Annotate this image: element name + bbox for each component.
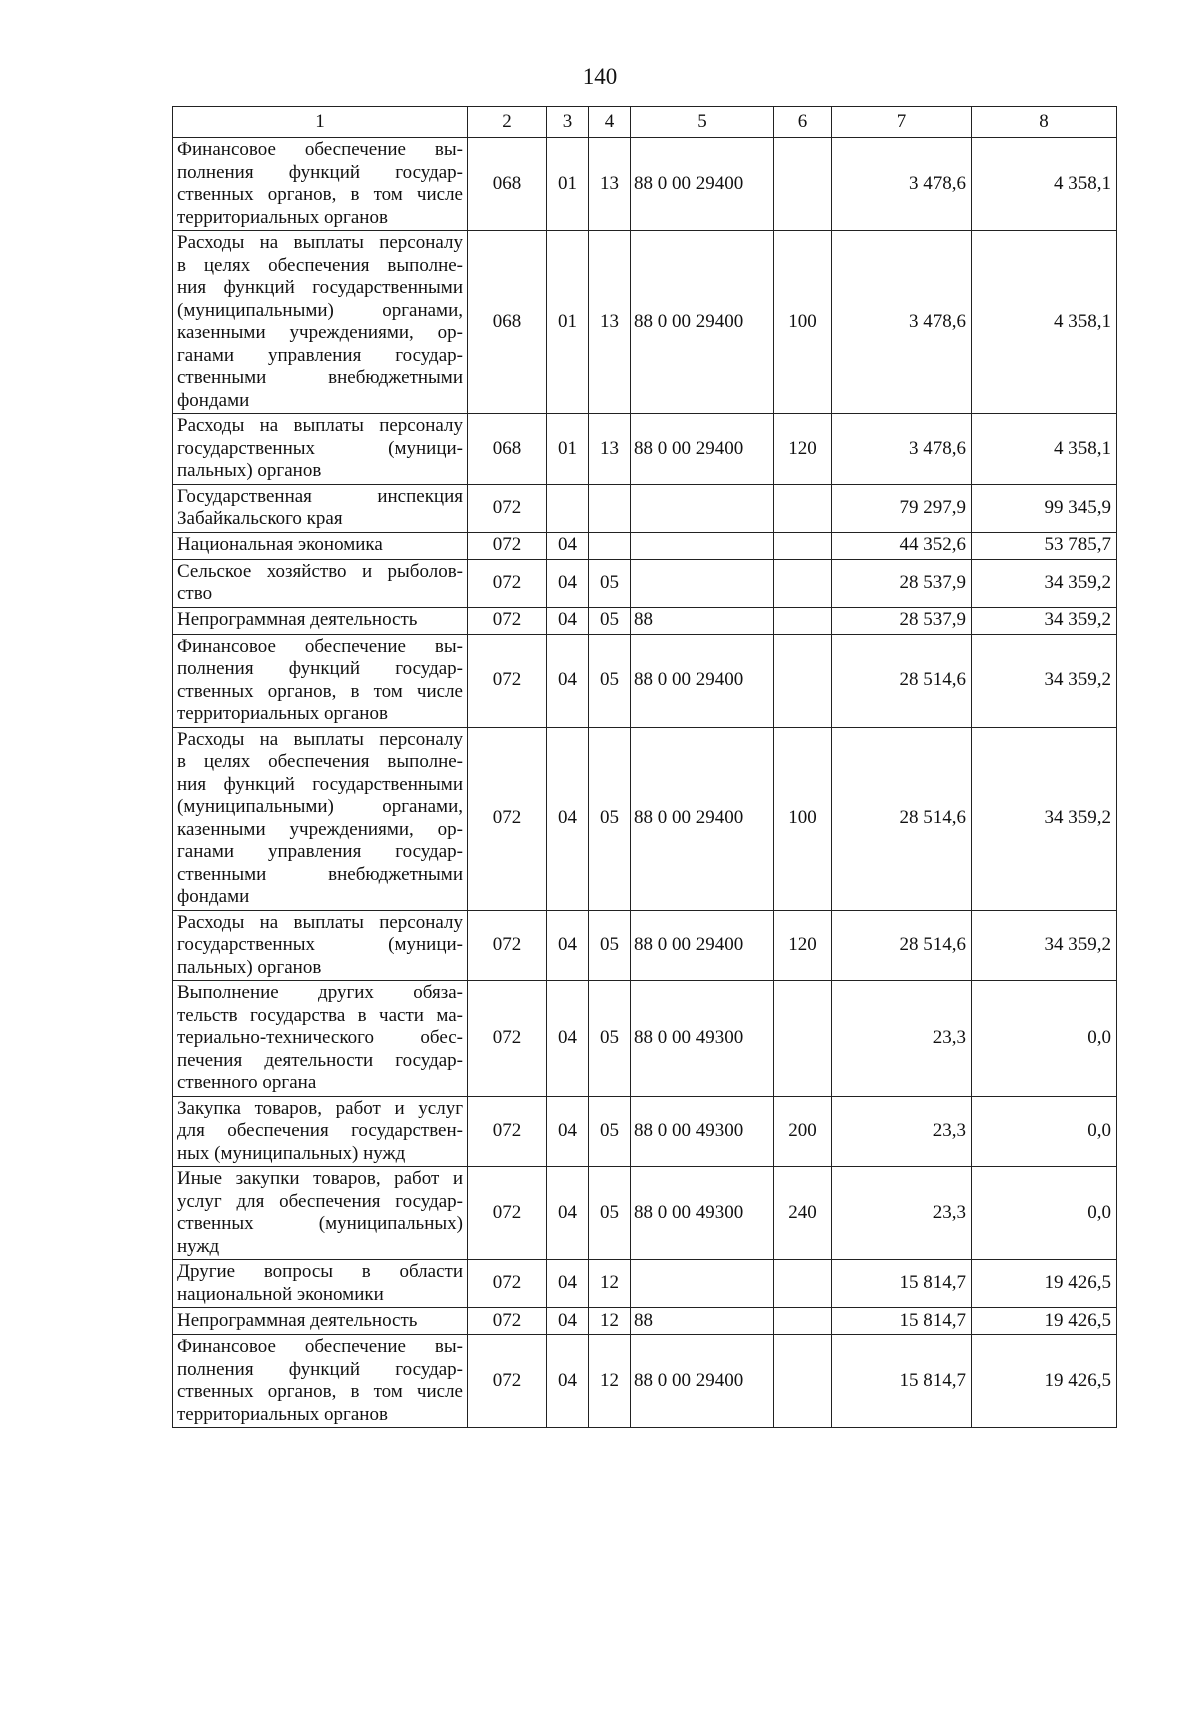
header-col-1: 1 [173, 107, 468, 138]
cell-target-article: 88 0 00 29400 [631, 910, 774, 981]
cell-expense-type: 200 [774, 1096, 832, 1167]
cell-amount-year-2: 4 358,1 [972, 414, 1117, 485]
cell-target-article: 88 0 00 49300 [631, 981, 774, 1097]
table-row [173, 414, 1117, 485]
cell-name-line: для обеспечения государствен- [177, 1120, 463, 1141]
cell-expense-type: 100 [774, 231, 832, 414]
cell-name-line: ственных органов, в том числе [177, 680, 463, 702]
cell-admin-code: 072 [468, 910, 547, 981]
cell-amount-year-1: 3 478,6 [832, 231, 972, 414]
table-row [173, 1096, 1117, 1167]
cell-name-line: пальных) органов [177, 460, 322, 481]
cell-name-line: полнения функций государ- [177, 1358, 463, 1380]
header-col-8: 8 [972, 107, 1117, 138]
cell-name [173, 414, 468, 485]
cell-name-line: Расходы на выплаты персоналу [177, 728, 463, 750]
cell-name-line: ственными внебюджетными [177, 863, 463, 885]
cell-subsection: 13 [589, 231, 631, 414]
cell-name-line: ганами управления государ- [177, 841, 463, 862]
cell-name-line: фондами [177, 886, 250, 907]
cell-admin-code: 068 [468, 414, 547, 485]
cell-name [173, 1308, 468, 1335]
cell-expense-type [774, 607, 832, 634]
cell-name-line: в целях обеспечения выполне- [177, 254, 463, 276]
cell-expense-type [774, 559, 832, 607]
cell-admin-code: 072 [468, 1260, 547, 1308]
cell-target-article [631, 532, 774, 559]
budget-table [172, 106, 1117, 1428]
table-body [173, 138, 1117, 1428]
table-row [173, 484, 1117, 532]
cell-name [173, 910, 468, 981]
cell-name-line: в целях обеспечения выполне- [177, 751, 463, 772]
cell-amount-year-1: 23,3 [832, 981, 972, 1097]
cell-name-line: государственных (муници- [177, 437, 463, 459]
cell-target-article [631, 484, 774, 532]
cell-name-line: территориальных органов [177, 703, 388, 724]
cell-subsection [589, 484, 631, 532]
cell-name-line: териально-технического обес- [177, 1027, 463, 1048]
header-col-5: 5 [631, 107, 774, 138]
cell-target-article: 88 0 00 29400 [631, 231, 774, 414]
cell-target-article [631, 559, 774, 607]
cell-name-line: Сельское хозяйство и рыболов- [177, 560, 463, 582]
cell-target-article [631, 1260, 774, 1308]
cell-expense-type: 100 [774, 727, 832, 910]
cell-expense-type [774, 634, 832, 727]
cell-target-article: 88 0 00 49300 [631, 1096, 774, 1167]
cell-name [173, 484, 468, 532]
table-row [173, 634, 1117, 727]
cell-name-line: Расходы на выплаты персоналу [177, 911, 463, 933]
cell-expense-type [774, 1260, 832, 1308]
cell-section: 04 [547, 634, 589, 727]
cell-name-line: национальной экономики [177, 1283, 384, 1305]
cell-section: 01 [547, 138, 589, 231]
cell-name-line: Иные закупки товаров, работ и [177, 1168, 463, 1189]
cell-amount-year-2: 34 359,2 [972, 607, 1117, 634]
cell-admin-code: 072 [468, 727, 547, 910]
table-row [173, 231, 1117, 414]
cell-amount-year-1: 28 537,9 [832, 607, 972, 634]
page-number: 140 [582, 64, 618, 89]
cell-name [173, 1260, 468, 1308]
cell-admin-code: 072 [468, 634, 547, 727]
cell-name [173, 1335, 468, 1428]
cell-name-line: ственных органов, в том числе [177, 1381, 463, 1402]
cell-expense-type [774, 1335, 832, 1428]
cell-section: 04 [547, 1096, 589, 1167]
cell-admin-code: 072 [468, 484, 547, 532]
cell-subsection: 05 [589, 1167, 631, 1260]
cell-subsection: 05 [589, 607, 631, 634]
cell-amount-year-2: 0,0 [972, 981, 1117, 1097]
cell-amount-year-2: 19 426,5 [972, 1260, 1117, 1308]
cell-section: 04 [547, 981, 589, 1097]
cell-admin-code: 072 [468, 607, 547, 634]
cell-expense-type: 120 [774, 910, 832, 981]
cell-amount-year-2: 34 359,2 [972, 559, 1117, 607]
table-row [173, 1335, 1117, 1428]
cell-name-line: Выполнение других обяза- [177, 982, 463, 1003]
cell-name-line: (муниципальными) органами, [177, 796, 463, 817]
cell-name-line: ство [177, 583, 213, 604]
cell-subsection: 12 [589, 1335, 631, 1428]
cell-name-line: тельств государства в части ма- [177, 1004, 463, 1026]
cell-section: 04 [547, 1335, 589, 1428]
cell-section [547, 484, 589, 532]
cell-name [173, 634, 468, 727]
table-row [173, 910, 1117, 981]
cell-amount-year-1: 23,3 [832, 1096, 972, 1167]
cell-name [173, 231, 468, 414]
cell-name-line: пальных) органов [177, 956, 322, 978]
cell-expense-type [774, 138, 832, 231]
cell-expense-type: 240 [774, 1167, 832, 1260]
cell-section: 04 [547, 607, 589, 634]
cell-name-line: казенными учреждениями, ор- [177, 322, 463, 343]
table-row [173, 532, 1117, 559]
cell-amount-year-1: 79 297,9 [832, 484, 972, 532]
cell-name-line: услуг для обеспечения государ- [177, 1190, 463, 1212]
cell-expense-type: 120 [774, 414, 832, 485]
cell-name-line: Расходы на выплаты персоналу [177, 415, 463, 436]
cell-target-article: 88 0 00 29400 [631, 414, 774, 485]
cell-admin-code: 072 [468, 532, 547, 559]
cell-amount-year-2: 34 359,2 [972, 634, 1117, 727]
cell-section: 01 [547, 231, 589, 414]
table-row [173, 559, 1117, 607]
cell-target-article: 88 0 00 29400 [631, 727, 774, 910]
cell-name [173, 607, 468, 634]
cell-name-line: нужд [177, 1235, 220, 1257]
cell-target-article: 88 0 00 49300 [631, 1167, 774, 1260]
cell-section: 04 [547, 1308, 589, 1335]
cell-name-line: Другие вопросы в области [177, 1261, 463, 1282]
cell-target-article: 88 0 00 29400 [631, 1335, 774, 1428]
cell-name [173, 727, 468, 910]
cell-name-line: фондами [177, 389, 250, 411]
cell-subsection: 05 [589, 634, 631, 727]
cell-name-line: ственных органов, в том числе [177, 184, 463, 205]
cell-name-line: государственных (муници- [177, 934, 463, 955]
table-row [173, 1260, 1117, 1308]
cell-amount-year-2: 99 345,9 [972, 484, 1117, 532]
cell-name-line: казенными учреждениями, ор- [177, 818, 463, 840]
cell-name-line: Непрограммная деятельность [177, 609, 418, 631]
cell-amount-year-1: 28 537,9 [832, 559, 972, 607]
cell-expense-type [774, 1308, 832, 1335]
cell-name-line: ственных (муниципальных) [177, 1213, 463, 1234]
cell-section: 04 [547, 910, 589, 981]
cell-name-line: Финансовое обеспечение вы- [177, 1336, 463, 1357]
header-col-6: 6 [774, 107, 832, 138]
cell-subsection: 13 [589, 138, 631, 231]
cell-amount-year-1: 28 514,6 [832, 910, 972, 981]
cell-name-line: Государственная инспекция [177, 485, 463, 507]
cell-amount-year-1: 15 814,7 [832, 1260, 972, 1308]
cell-name-line: территориальных органов [177, 1403, 388, 1425]
cell-amount-year-1: 3 478,6 [832, 138, 972, 231]
cell-name-line: Национальная экономика [177, 534, 383, 556]
cell-expense-type [774, 532, 832, 559]
cell-name [173, 1167, 468, 1260]
cell-amount-year-2: 4 358,1 [972, 138, 1117, 231]
cell-section: 01 [547, 414, 589, 485]
cell-admin-code: 072 [468, 1308, 547, 1335]
cell-subsection [589, 532, 631, 559]
cell-name-line: Забайкальского края [177, 508, 343, 529]
cell-name-line: Финансовое обеспечение вы- [177, 635, 463, 657]
cell-admin-code: 072 [468, 1335, 547, 1428]
cell-amount-year-1: 28 514,6 [832, 727, 972, 910]
cell-subsection: 05 [589, 981, 631, 1097]
cell-name-line: ния функций государственными [177, 773, 463, 795]
cell-expense-type [774, 484, 832, 532]
cell-section: 04 [547, 1167, 589, 1260]
cell-amount-year-2: 0,0 [972, 1167, 1117, 1260]
cell-name-line: полнения функций государ- [177, 658, 463, 679]
table-row [173, 607, 1117, 634]
cell-amount-year-2: 34 359,2 [972, 727, 1117, 910]
cell-name-line: Закупка товаров, работ и услуг [177, 1097, 463, 1119]
cell-name [173, 138, 468, 231]
cell-name [173, 1096, 468, 1167]
cell-target-article: 88 [631, 1308, 774, 1335]
cell-name [173, 559, 468, 607]
cell-target-article: 88 [631, 607, 774, 634]
cell-amount-year-1: 23,3 [832, 1167, 972, 1260]
cell-admin-code: 068 [468, 138, 547, 231]
cell-name-line: Финансовое обеспечение вы- [177, 139, 463, 160]
cell-name-line: ния функций государственными [177, 277, 463, 298]
cell-subsection: 12 [589, 1260, 631, 1308]
cell-name-line: (муниципальными) органами, [177, 299, 463, 321]
cell-amount-year-2: 19 426,5 [972, 1335, 1117, 1428]
cell-name-line: Непрограммная деятельность [177, 1309, 418, 1331]
cell-amount-year-1: 15 814,7 [832, 1335, 972, 1428]
cell-section: 04 [547, 532, 589, 559]
cell-admin-code: 072 [468, 1096, 547, 1167]
cell-subsection: 05 [589, 727, 631, 910]
cell-section: 04 [547, 1260, 589, 1308]
cell-name-line: ственными внебюджетными [177, 367, 463, 388]
cell-name [173, 532, 468, 559]
cell-name-line: полнения функций государ- [177, 161, 463, 183]
cell-amount-year-1: 3 478,6 [832, 414, 972, 485]
cell-amount-year-2: 19 426,5 [972, 1308, 1117, 1335]
cell-target-article: 88 0 00 29400 [631, 138, 774, 231]
cell-name-line: территориальных органов [177, 206, 388, 228]
cell-expense-type [774, 981, 832, 1097]
cell-amount-year-2: 0,0 [972, 1096, 1117, 1167]
cell-name [173, 981, 468, 1097]
cell-admin-code: 072 [468, 1167, 547, 1260]
cell-name-line: печения деятельности государ- [177, 1049, 463, 1071]
cell-section: 04 [547, 559, 589, 607]
cell-name-line: ственного органа [177, 1072, 317, 1093]
cell-admin-code: 072 [468, 981, 547, 1097]
header-col-7: 7 [832, 107, 972, 138]
cell-amount-year-1: 44 352,6 [832, 532, 972, 559]
cell-amount-year-2: 34 359,2 [972, 910, 1117, 981]
cell-subsection: 05 [589, 559, 631, 607]
cell-admin-code: 072 [468, 559, 547, 607]
header-col-2: 2 [468, 107, 547, 138]
header-col-3: 3 [547, 107, 589, 138]
cell-amount-year-1: 15 814,7 [832, 1308, 972, 1335]
cell-name-line: Расходы на выплаты персоналу [177, 232, 463, 253]
table-row [173, 1167, 1117, 1260]
cell-admin-code: 068 [468, 231, 547, 414]
table-row [173, 1308, 1117, 1335]
cell-section: 04 [547, 727, 589, 910]
cell-subsection: 12 [589, 1308, 631, 1335]
cell-subsection: 05 [589, 910, 631, 981]
cell-subsection: 13 [589, 414, 631, 485]
cell-name-line: ных (муниципальных) нужд [177, 1142, 406, 1164]
cell-amount-year-2: 53 785,7 [972, 532, 1117, 559]
cell-amount-year-1: 28 514,6 [832, 634, 972, 727]
table-header-row [173, 107, 1117, 138]
table-row [173, 727, 1117, 910]
cell-amount-year-2: 4 358,1 [972, 231, 1117, 414]
cell-target-article: 88 0 00 29400 [631, 634, 774, 727]
cell-subsection: 05 [589, 1096, 631, 1167]
table-row [173, 138, 1117, 231]
header-col-4: 4 [589, 107, 631, 138]
cell-name-line: ганами управления государ- [177, 344, 463, 366]
table-row [173, 981, 1117, 1097]
